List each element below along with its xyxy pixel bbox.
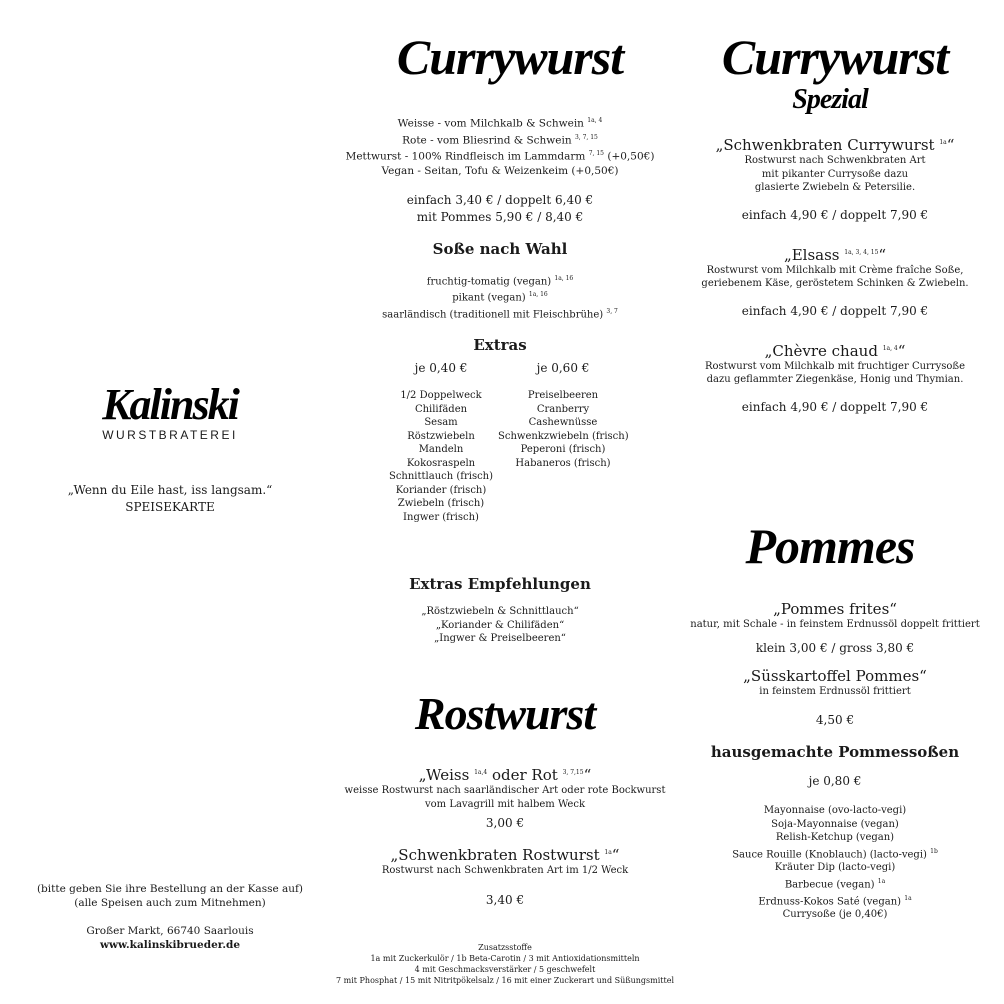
pommes-item-1-desc: natur, mit Schale - in feinstem Erdnussöl doppelt frittiert (690, 619, 980, 630)
additives-line: 1a mit Zuckerkulör / 1b Beta-Carotin / 3 mit Antioxidationsmitteln (370, 954, 640, 963)
extra-item: Mandeln (418, 444, 464, 455)
order-note-2: (alle Speisen auch zum Mitnehmen) (74, 897, 266, 909)
spezial-item-title: „Schwenkbraten Currywurst $^{1a}$“ (715, 136, 955, 154)
pommes-item-1-price: klein 3,00 € / gross 3,80 € (755, 640, 915, 655)
motto-text: „Wenn du Eile hast, iss langsam.“ (67, 483, 273, 497)
rostwurst-item-1-desc-2: vom Lavagrill mit halbem Weck (425, 798, 585, 810)
variant-weisse: Weisse - vom Milchkalb & Schwein $^{1a, 4}$ (397, 117, 603, 130)
extra-item: Preiselbeeren (527, 390, 599, 401)
sauce-list (330, 272, 670, 322)
pommes-sauce-item: Erdnuss-Kokos Saté (vegan) $^{1a}$ (758, 894, 912, 907)
menu-label: SPEISEKARTE (125, 500, 215, 514)
sauce-item: saarländisch (traditionell mit Fleischbrühe) $^{3, 7}$ (382, 308, 618, 321)
rostwurst-section (320, 684, 690, 909)
rostwurst-item-1-price: 3,00 € (485, 816, 525, 830)
additives-line: 7 mit Phosphat / 15 mit Nitritpökelsalz / 16 mit einer Zuckerart und Süßungsmittel (336, 976, 674, 985)
spezial-item-price: einfach 4,90 € / doppelt 7,90 € (741, 303, 929, 318)
pommes-title: Pommes (745, 518, 915, 574)
variant-vegan: Vegan - Seitan, Tofu & Weizenkeim (+0,50€) (381, 164, 619, 177)
rostwurst-item-1-title: „Weiss $^{1a,4}$ oder Rot $^{3, 7,15}$“ (418, 766, 592, 784)
recommendation-item: „Ingwer & Preiselbeeren“ (434, 633, 566, 644)
spezial-section (680, 28, 990, 416)
pommes-sauce-item: Mayonnaise (ovo-lacto-vegi) (763, 805, 907, 816)
sauce-item: pikant (vegan) $^{1a, 16}$ (452, 291, 548, 304)
motto (30, 482, 310, 516)
extra-item: Sesam (424, 417, 458, 428)
logo-wordmark: Kalinski (102, 380, 238, 429)
currywurst-prices (330, 192, 670, 226)
spezial-item-desc: geriebenem Käse, geröstetem Schinken & Zwiebeln. (701, 278, 969, 289)
spezial-item-desc: mit pikanter Currysoße dazu (761, 168, 909, 180)
price-single-double: einfach 3,40 € / doppelt 6,40 € (406, 192, 594, 207)
additives-legend (310, 942, 700, 986)
extra-item: Zwiebeln (frisch) (397, 498, 485, 509)
rostwurst-item-1-desc-1: weisse Rostwurst nach saarländischer Art oder rote Bockwurst (344, 785, 666, 796)
pommes-sauce-list (680, 804, 990, 922)
spezial-item-title: „Elsass $^{1a, 3, 4, 15}$“ (783, 245, 887, 264)
spezial-item (680, 136, 990, 224)
spezial-title: Currywurst (721, 29, 949, 85)
extra-item: Kokosraspeln (406, 457, 476, 469)
pommes-section (680, 516, 990, 922)
spezial-subtitle: Spezial (792, 84, 868, 115)
pommes-item-2-title: „Süsskartoffel Pommes“ (743, 666, 927, 685)
logo (60, 382, 280, 442)
rostwurst-item-2-title: „Schwenkbraten Rostwurst $^{1a}$“ (390, 846, 620, 864)
spezial-item-desc: Rostwurst nach Schwenkbraten Art (744, 155, 926, 166)
spezial-item-price: einfach 4,90 € / doppelt 7,90 € (741, 399, 929, 414)
currywurst-section (330, 26, 670, 354)
pommes-item-2-desc: in feinstem Erdnussöl frittiert (759, 685, 911, 697)
currywurst-variants (330, 114, 670, 178)
sauce-item: fruchtig-tomatig (vegan) $^{1a, 16}$ (426, 274, 574, 287)
extras-col-2-price: je 0,60 € (536, 361, 590, 375)
extra-item: Habaneros (frisch) (515, 457, 611, 469)
recommendations (330, 575, 670, 646)
pommes-sauce-price: je 0,80 € (808, 774, 862, 788)
pommes-sauce-heading: hausgemachte Pommessoßen (710, 743, 960, 761)
order-note-1: (bitte geben Sie ihre Bestellung an der Kasse auf) (36, 883, 304, 895)
order-notes (20, 882, 320, 952)
pommes-sauce-item: Sauce Rouille (Knoblauch) (lacto-vegi) $^{1b}$ (732, 847, 938, 860)
recommendation-item: „Koriander & Chilifäden“ (435, 619, 565, 631)
extra-item: Cranberry (536, 403, 590, 415)
variant-rote: Rote - vom Bliesrind & Schwein $^{3, 7, 15}$ (402, 133, 598, 146)
variant-mettwurst: Mettwurst - 100% Rindfleisch im Lammdarm $^{7, 15}$ (+0,50€) (345, 150, 655, 163)
price-with-fries: mit Pommes 5,90 € / 8,40 € (416, 209, 584, 224)
extra-item: Schnittlauch (frisch) (388, 471, 494, 482)
rostwurst-item-2-desc: Rostwurst nach Schwenkbraten Art im 1/2 Weck (381, 865, 629, 876)
pommes-sauce-item: Relish-Ketchup (vegan) (775, 832, 895, 843)
spezial-item-desc: Rostwurst vom Milchkalb mit Crème fraîche Soße, (706, 264, 964, 276)
currywurst-title: Currywurst (396, 29, 624, 85)
logo-subtitle: WURSTBRATEREI (102, 428, 238, 442)
extra-item: 1/2 Doppelweck (400, 390, 482, 401)
extras-col-1-price: je 0,40 € (414, 361, 468, 375)
extra-item: Peperoni (frisch) (520, 444, 606, 455)
rostwurst-title: Rostwurst (414, 688, 596, 739)
additives-line: 4 mit Geschmacksverstärker / 5 geschwefelt (414, 965, 596, 974)
extras-heading: Extras (473, 335, 527, 354)
recommendations-heading: Extras Empfehlungen (409, 575, 591, 593)
spezial-item (680, 342, 990, 416)
recommendation-item: „Röstzwiebeln & Schnittlauch“ (421, 606, 579, 617)
pommes-item-2-price: 4,50 € (815, 713, 855, 727)
extra-item: Koriander (frisch) (395, 484, 487, 496)
extra-item: Chilifäden (414, 403, 468, 415)
address: Großer Markt, 66740 Saarlouis (86, 925, 254, 937)
extra-item: Ingwer (frisch) (403, 511, 479, 523)
spezial-item-desc: Rostwurst vom Milchkalb mit fruchtiger Currysoße (704, 360, 965, 372)
pommes-item-1-title: „Pommes frites“ (773, 600, 897, 618)
spezial-item-title: „Chèvre chaud $^{1a, 4}$“ (764, 341, 906, 360)
extra-item: Cashewnüsse (528, 417, 598, 428)
extra-item: Schwenkzwiebeln (frisch) (498, 430, 629, 442)
spezial-item-price: einfach 4,90 € / doppelt 7,90 € (741, 207, 929, 222)
additives-heading: Zusatzsstoffe (478, 943, 532, 952)
spezial-item (680, 246, 990, 320)
spezial-item-desc: dazu geflammter Ziegenkäse, Honig und Thymian. (706, 374, 964, 385)
extras-col-1 (376, 360, 506, 524)
pommes-sauce-item: Soja-Mayonnaise (vegan) (771, 818, 899, 830)
extra-item: Röstzwiebeln (407, 430, 475, 442)
rostwurst-item-2-price: 3,40 € (485, 892, 525, 907)
pommes-sauce-item: Kräuter Dip (lacto-vegi) (774, 862, 896, 874)
website-link[interactable]: www.kalinskibrueder.de (99, 939, 241, 951)
pommes-sauce-item: Barbecue (vegan) $^{1a}$ (784, 877, 886, 891)
pommes-sauce-item: Currysoße (je 0,40€) (782, 909, 888, 921)
sauce-heading: Soße nach Wahl (432, 239, 568, 258)
extras-col-2 (498, 360, 628, 470)
spezial-item-desc: glasierte Zwiebeln & Petersilie. (754, 182, 916, 193)
